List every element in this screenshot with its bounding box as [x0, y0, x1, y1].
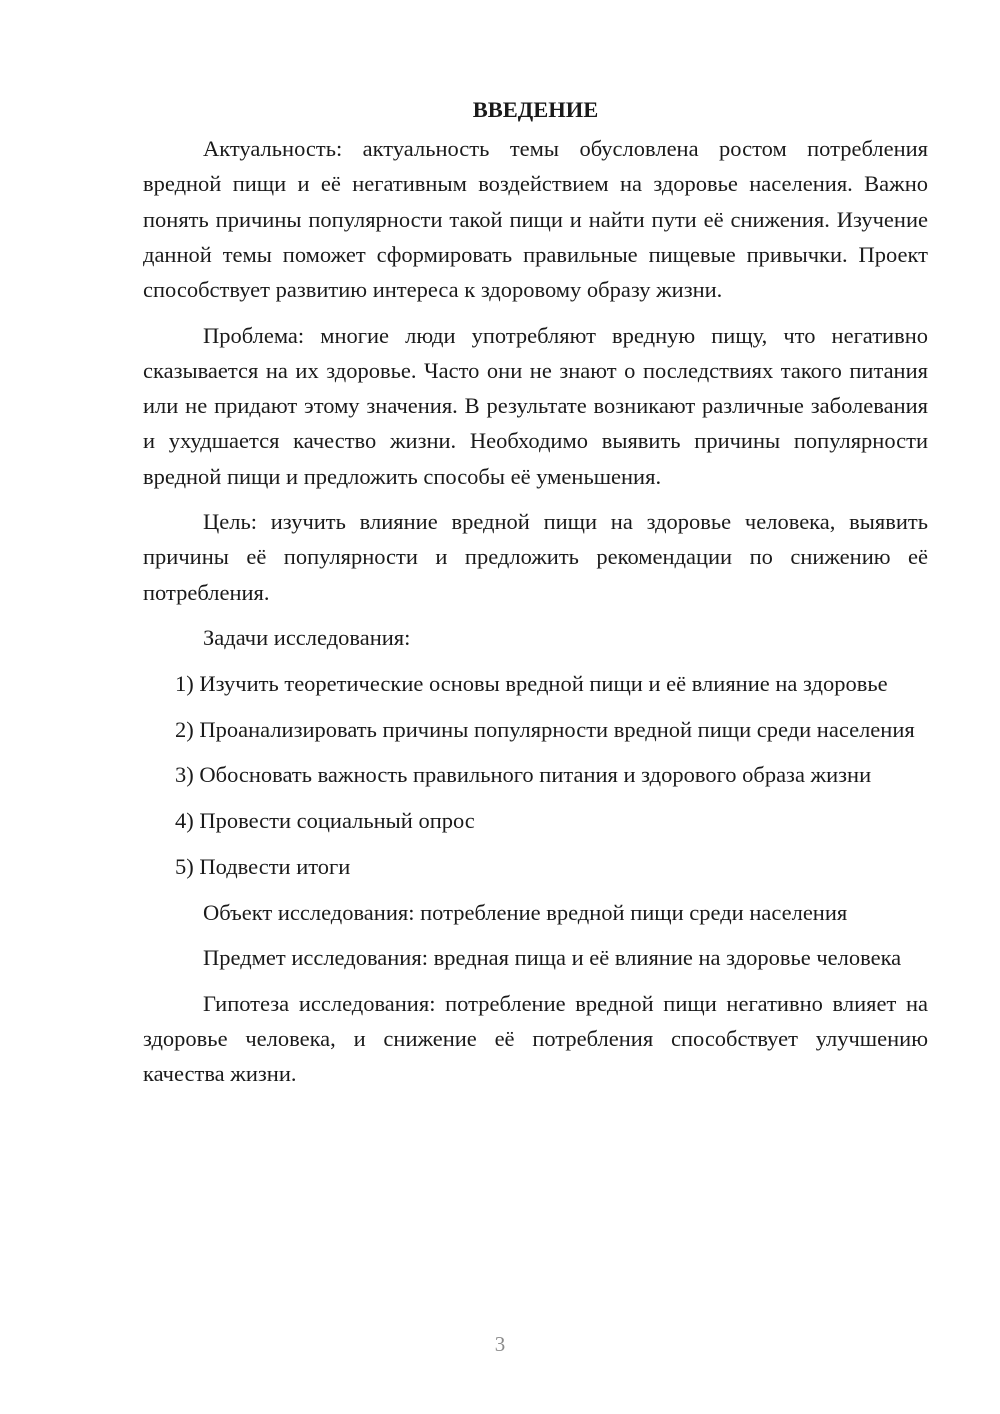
task-item-2: 2) Проанализировать причины популярности вредной пищи среди населения [175, 716, 915, 742]
document-page [143, 92, 928, 1102]
task-item-3: 3) Обосновать важность правильного питания и здорового образа жизни [175, 762, 872, 788]
subject-paragraph: Предмет исследования: вредная пища и её влияние на здоровье человека [203, 945, 902, 971]
page-number: 3 [494, 1332, 506, 1356]
object-paragraph: Объект исследования: потребление вредной пищи среди населения [203, 899, 848, 925]
relevance-paragraph: Актуальность: актуальность темы обусловлена ростом потребления вредной пищи и её негативным воздействием на здоровье населения. Важно понять причины популярности такой пищи и найти пути её снижения. Изучение данной темы поможет сформировать правильные пищевые привычки. Проект способствует развитию интереса к здоровому образу жизни. [143, 136, 928, 303]
task-item-4: 4) Провести социальный опрос [175, 808, 475, 834]
goal-paragraph: Цель: изучить влияние вредной пищи на здоровье человека, выявить причины её популярности и предложить рекомендации по снижению её потребления. [143, 509, 928, 605]
page-title: ВВЕДЕНИЕ [472, 97, 599, 122]
hypothesis-paragraph: Гипотеза исследования: потребление вредной пищи негативно влияет на здоровье человека, и снижение её потребления способствует улучшению качества жизни. [143, 990, 928, 1087]
tasks-heading: Задачи исследования: [203, 625, 411, 651]
problem-paragraph: Проблема: многие люди употребляют вредную пищу, что негативно сказывается на их здоровье. Часто они не знают о последствиях такого питания или не придают этому значения. В результате возникают различные заболевания и ухудшается качество жизни. Необходимо выявить причины популярности вредной пищи и предложить способы её уменьшения. [143, 322, 928, 489]
task-item-5: 5) Подвести итоги [175, 853, 351, 879]
task-item-1: 1) Изучить теоретические основы вредной пищи и её влияние на здоровье [175, 671, 888, 697]
